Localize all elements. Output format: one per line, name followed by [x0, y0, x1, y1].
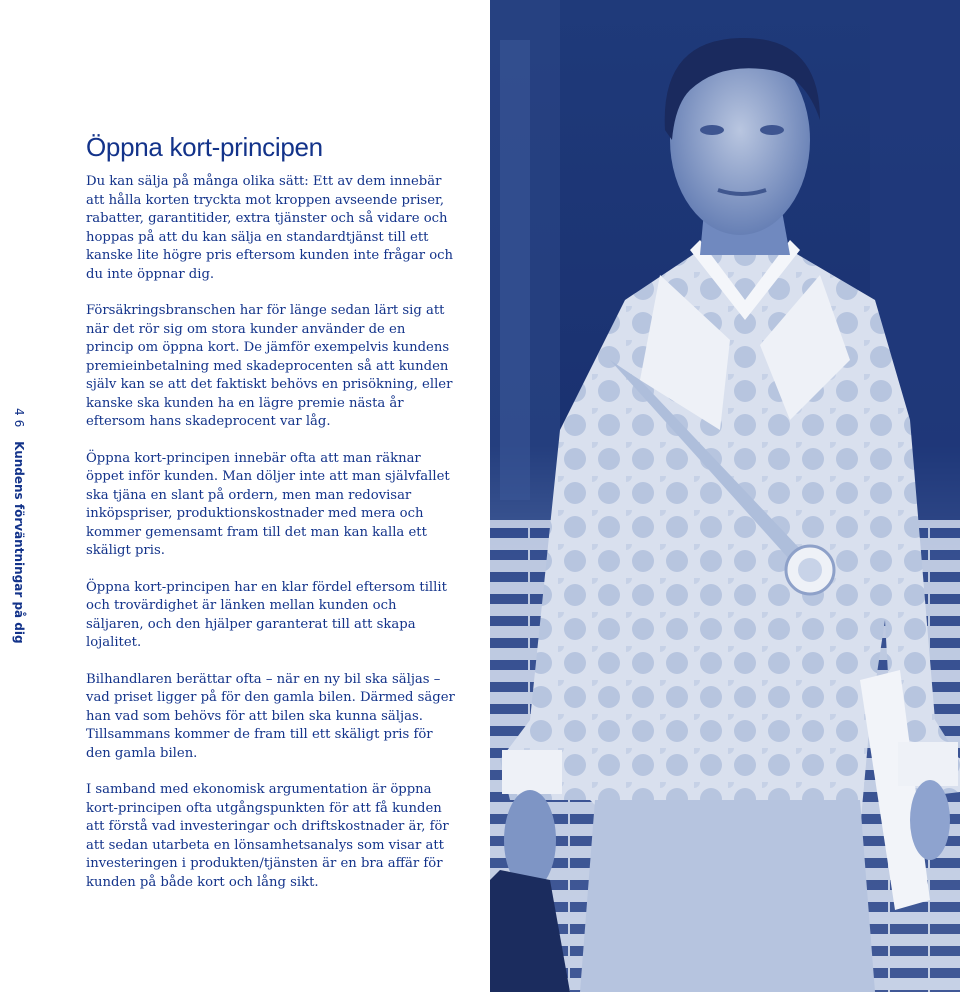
- paragraph: Bilhandlaren berättar ofta – när en ny bil ska säljas – vad priset ligger på för den gamla bilen. Därmed säger han vad som behövs för att bilen ska kunna säljas. Tillsammans kommer de fram till ett skäligt pris för den gamla bilen.: [86, 671, 455, 761]
- page-number: 46: [12, 408, 26, 432]
- paragraph: I samband med ekonomisk argumentation är öppna kort-principen ofta utgångspunkten för att få kunden att förstå vad investeringar och driftskostnader är, för att sedan utarbeta en lönsamhetsanalys som visar att investeringen i produkten/tjänsten är en bra affär för kunden på både kort och lång sikt.: [86, 782, 449, 890]
- section-title: Kundens förväntningar på dig: [12, 441, 26, 644]
- paragraph: Öppna kort-principen har en klar fördel eftersom tillit och trovärdighet är länken mellan kunden och säljaren, och den hjälper garanterat till att skapa lojalitet.: [86, 579, 447, 650]
- cover-photo: [490, 0, 960, 992]
- paragraph: Öppna kort-principen innebär ofta att man räknar öppet inför kunden. Man döljer inte att man självfallet ska tjäna en slant på ordern, men man redovisar inköpspriser, produktionskostnader med mera och kommer gemensamt fram till det man kan kalla ett skäligt pris.: [86, 450, 450, 558]
- paragraph: Du kan sälja på många olika sätt: Ett av dem innebär att hålla korten tryckta mot kroppen avseende priser, rabatter, garantitider, extra tjänster och så vidare och hoppas på att du kan sälja en standardtjänst till ett kanske lite högre pris eftersom kunden inte frågar och du inte öppnar dig.: [86, 174, 454, 282]
- page-title: Öppna kort-principen: [86, 132, 323, 162]
- photo-illustration: [490, 0, 960, 992]
- article-body: [86, 173, 456, 910]
- running-head: [0, 400, 30, 644]
- paragraph: Försäkringsbranschen har för länge sedan lärt sig att när det rör sig om stora kunder använder de en princip om öppna kort. De jämför exempelvis kundens premieinbetalning med skadeprocenten så att kunden själv kan se att det faktiskt behövs en prisökning, eller kanske ska kunden ha en lägre premie nästa år eftersom hans skadeprocent var låg.: [86, 303, 453, 429]
